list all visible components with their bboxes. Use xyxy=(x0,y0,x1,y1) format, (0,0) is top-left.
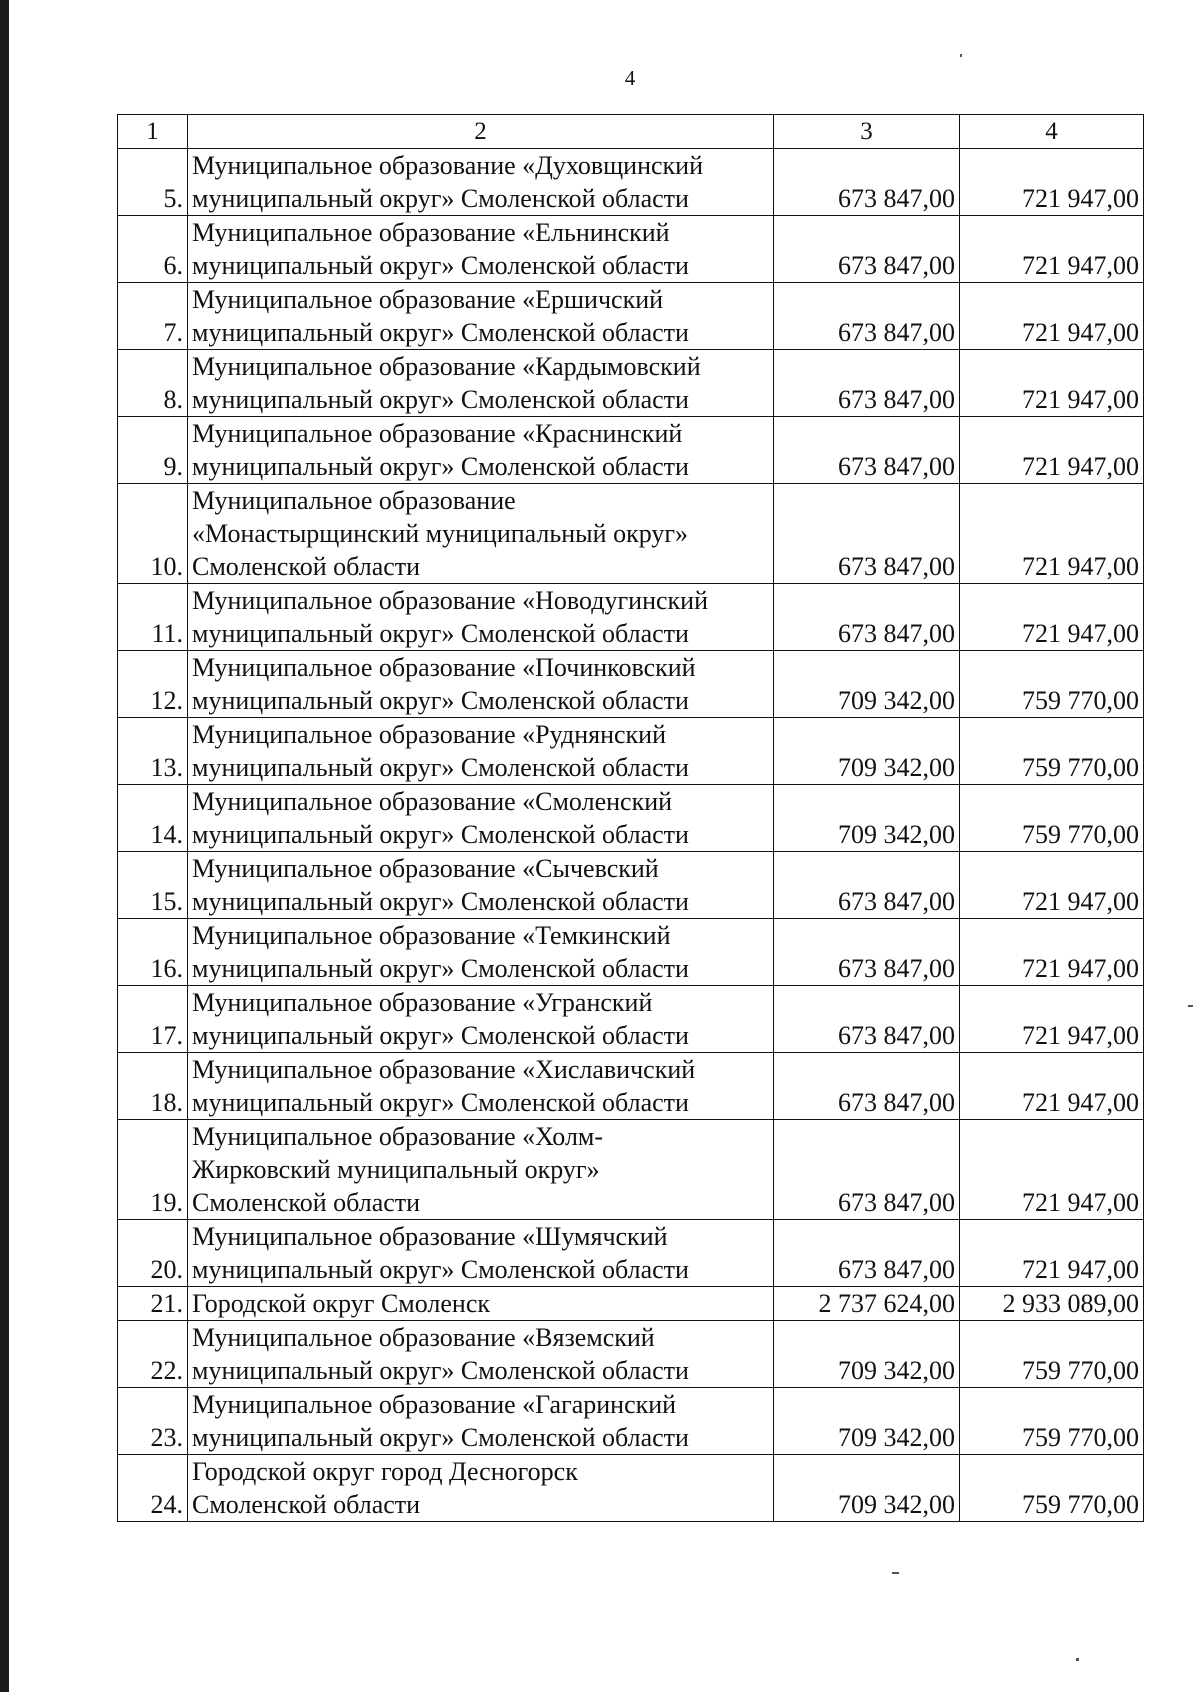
amount-col-4: 721 947,00 xyxy=(960,283,1144,350)
amount-col-4: 759 770,00 xyxy=(960,785,1144,852)
table-row xyxy=(118,1053,1144,1120)
row-number: 15. xyxy=(118,852,188,919)
municipality-name xyxy=(188,1120,774,1220)
scan-speck xyxy=(1076,1658,1079,1661)
municipality-name xyxy=(188,1287,774,1321)
amount-col-4: 721 947,00 xyxy=(960,986,1144,1053)
municipality-name xyxy=(188,350,774,417)
scan-speck xyxy=(1188,1005,1193,1007)
row-number: 7. xyxy=(118,283,188,350)
municipality-name-line: Смоленской области xyxy=(192,552,421,581)
amount-col-3: 673 847,00 xyxy=(774,350,960,417)
municipality-name-line: муниципальный округ» Смоленской области xyxy=(192,385,689,414)
table-row xyxy=(118,1388,1144,1455)
municipality-name-line: Муниципальное образование xyxy=(192,486,516,515)
municipality-name-line: муниципальный округ» Смоленской области xyxy=(192,1423,689,1452)
municipality-name-line: муниципальный округ» Смоленской области xyxy=(192,251,689,280)
municipality-name-line: муниципальный округ» Смоленской области xyxy=(192,686,689,715)
table-row xyxy=(118,484,1144,584)
municipality-name-line: муниципальный округ» Смоленской области xyxy=(192,887,689,916)
amount-col-3: 709 342,00 xyxy=(774,1321,960,1388)
table-row xyxy=(118,718,1144,785)
municipality-name-line: Муниципальное образование «Гагаринский xyxy=(192,1390,677,1419)
row-number: 23. xyxy=(118,1388,188,1455)
municipality-name-line: Муниципальное образование «Руднянский xyxy=(192,720,666,749)
municipality-name-line: Смоленской области xyxy=(192,1490,421,1519)
municipality-name-line: Городской округ город Десногорск xyxy=(192,1457,578,1486)
municipality-name-line: Муниципальное образование «Шумячский xyxy=(192,1222,668,1251)
amount-col-3: 673 847,00 xyxy=(774,852,960,919)
amount-col-3: 673 847,00 xyxy=(774,1120,960,1220)
municipality-name-line: Муниципальное образование «Новодугинский xyxy=(192,586,708,615)
municipality-name xyxy=(188,1321,774,1388)
municipality-name-line: Муниципальное образование «Хиславичский xyxy=(192,1055,696,1084)
amount-col-4: 759 770,00 xyxy=(960,1321,1144,1388)
amount-col-3: 673 847,00 xyxy=(774,283,960,350)
table-row xyxy=(118,1287,1144,1321)
amount-col-4: 2 933 089,00 xyxy=(960,1287,1144,1321)
table-row xyxy=(118,986,1144,1053)
amount-col-3: 673 847,00 xyxy=(774,1220,960,1287)
amount-col-3: 2 737 624,00 xyxy=(774,1287,960,1321)
row-number: 17. xyxy=(118,986,188,1053)
header-row xyxy=(118,115,1144,149)
table-row xyxy=(118,350,1144,417)
row-number: 8. xyxy=(118,350,188,417)
amount-col-4: 721 947,00 xyxy=(960,584,1144,651)
header-col-2: 2 xyxy=(188,115,774,149)
municipality-name-line: Городской округ Смоленск xyxy=(192,1289,490,1318)
table-row xyxy=(118,149,1144,216)
amount-col-4: 721 947,00 xyxy=(960,1053,1144,1120)
amount-col-4: 759 770,00 xyxy=(960,1388,1144,1455)
municipality-name-line: муниципальный округ» Смоленской области xyxy=(192,820,689,849)
amount-col-4: 721 947,00 xyxy=(960,149,1144,216)
amount-col-4: 759 770,00 xyxy=(960,651,1144,718)
row-number: 21. xyxy=(118,1287,188,1321)
municipality-name xyxy=(188,919,774,986)
municipality-name-line: Муниципальное образование «Темкинский xyxy=(192,921,671,950)
row-number: 12. xyxy=(118,651,188,718)
amount-col-3: 673 847,00 xyxy=(774,484,960,584)
table-row xyxy=(118,1455,1144,1522)
table-row xyxy=(118,1321,1144,1388)
municipality-name-line: муниципальный округ» Смоленской области xyxy=(192,184,689,213)
municipality-name xyxy=(188,149,774,216)
scan-speck xyxy=(892,1572,899,1574)
amount-col-4: 721 947,00 xyxy=(960,852,1144,919)
amount-col-3: 673 847,00 xyxy=(774,919,960,986)
table-row xyxy=(118,417,1144,484)
row-number: 11. xyxy=(118,584,188,651)
municipality-name xyxy=(188,785,774,852)
table-row xyxy=(118,919,1144,986)
amount-col-4: 759 770,00 xyxy=(960,1455,1144,1522)
municipality-name xyxy=(188,216,774,283)
municipality-name-line: Муниципальное образование «Сычевский xyxy=(192,854,659,883)
table-row xyxy=(118,216,1144,283)
municipality-name-line: Муниципальное образование «Духовщинский xyxy=(192,151,704,180)
municipality-name-line: Муниципальное образование «Ельнинский xyxy=(192,218,670,247)
amount-col-4: 721 947,00 xyxy=(960,350,1144,417)
municipality-name xyxy=(188,852,774,919)
table-row xyxy=(118,283,1144,350)
municipality-name xyxy=(188,484,774,584)
amount-col-4: 721 947,00 xyxy=(960,919,1144,986)
amount-col-4: 721 947,00 xyxy=(960,417,1144,484)
amount-col-4: 721 947,00 xyxy=(960,1120,1144,1220)
row-number: 14. xyxy=(118,785,188,852)
scan-speck xyxy=(960,54,962,57)
municipality-name-line: Муниципальное образование «Ершичский xyxy=(192,285,664,314)
amount-col-3: 673 847,00 xyxy=(774,417,960,484)
table-row xyxy=(118,1120,1144,1220)
municipality-name xyxy=(188,283,774,350)
municipality-name-line: муниципальный округ» Смоленской области xyxy=(192,452,689,481)
municipality-name-line: Смоленской области xyxy=(192,1188,421,1217)
row-number: 20. xyxy=(118,1220,188,1287)
row-number: 24. xyxy=(118,1455,188,1522)
amount-col-3: 709 342,00 xyxy=(774,718,960,785)
municipality-name-line: муниципальный округ» Смоленской области xyxy=(192,1021,689,1050)
municipality-name-line: муниципальный округ» Смоленской области xyxy=(192,753,689,782)
table-row xyxy=(118,1220,1144,1287)
municipality-name-line: Муниципальное образование «Угранский xyxy=(192,988,653,1017)
municipality-name-line: Муниципальное образование «Вяземский xyxy=(192,1323,655,1352)
table-row xyxy=(118,584,1144,651)
municipality-name xyxy=(188,651,774,718)
amount-col-3: 673 847,00 xyxy=(774,216,960,283)
municipality-name-line: Муниципальное образование «Холм- xyxy=(192,1122,604,1151)
municipality-name xyxy=(188,1388,774,1455)
row-number: 5. xyxy=(118,149,188,216)
amount-col-3: 673 847,00 xyxy=(774,584,960,651)
table-row xyxy=(118,785,1144,852)
municipality-name-line: Муниципальное образование «Краснинский xyxy=(192,419,683,448)
header-col-3: 3 xyxy=(774,115,960,149)
amount-col-4: 721 947,00 xyxy=(960,216,1144,283)
municipality-name-line: Муниципальное образование «Кардымовский xyxy=(192,352,701,381)
row-number: 16. xyxy=(118,919,188,986)
municipality-name xyxy=(188,417,774,484)
header-col-1: 1 xyxy=(118,115,188,149)
municipality-name-line: Муниципальное образование «Смоленский xyxy=(192,787,673,816)
municipality-name-line: «Монастырщинский муниципальный округ» xyxy=(192,519,689,548)
row-number: 6. xyxy=(118,216,188,283)
municipality-name-line: муниципальный округ» Смоленской области xyxy=(192,954,689,983)
amount-col-3: 673 847,00 xyxy=(774,1053,960,1120)
amount-col-3: 709 342,00 xyxy=(774,1455,960,1522)
municipality-name-line: муниципальный округ» Смоленской области xyxy=(192,1088,689,1117)
municipality-name xyxy=(188,1455,774,1522)
header-col-4: 4 xyxy=(960,115,1144,149)
row-number: 18. xyxy=(118,1053,188,1120)
municipality-name-line: муниципальный округ» Смоленской области xyxy=(192,619,689,648)
allocation-table xyxy=(117,114,1144,1522)
amount-col-3: 709 342,00 xyxy=(774,651,960,718)
amount-col-3: 673 847,00 xyxy=(774,986,960,1053)
municipality-name xyxy=(188,718,774,785)
amount-col-4: 721 947,00 xyxy=(960,484,1144,584)
amount-col-3: 709 342,00 xyxy=(774,785,960,852)
table-row xyxy=(118,651,1144,718)
municipality-name-line: муниципальный округ» Смоленской области xyxy=(192,1356,689,1385)
row-number: 13. xyxy=(118,718,188,785)
scan-edge xyxy=(0,0,9,1692)
municipality-name xyxy=(188,1053,774,1120)
amount-col-3: 673 847,00 xyxy=(774,149,960,216)
row-number: 9. xyxy=(118,417,188,484)
municipality-name-line: Жирковский муниципальный округ» xyxy=(192,1155,600,1184)
amount-col-4: 721 947,00 xyxy=(960,1220,1144,1287)
table-body xyxy=(118,115,1144,1522)
municipality-name-line: муниципальный округ» Смоленской области xyxy=(192,318,689,347)
row-number: 19. xyxy=(118,1120,188,1220)
municipality-name xyxy=(188,986,774,1053)
amount-col-4: 759 770,00 xyxy=(960,718,1144,785)
amount-col-3: 709 342,00 xyxy=(774,1388,960,1455)
row-number: 10. xyxy=(118,484,188,584)
municipality-name xyxy=(188,1220,774,1287)
municipality-name-line: Муниципальное образование «Починковский xyxy=(192,653,696,682)
municipality-name-line: муниципальный округ» Смоленской области xyxy=(192,1255,689,1284)
page-number: 4 xyxy=(624,66,636,90)
municipality-name xyxy=(188,584,774,651)
table-row xyxy=(118,852,1144,919)
row-number: 22. xyxy=(118,1321,188,1388)
